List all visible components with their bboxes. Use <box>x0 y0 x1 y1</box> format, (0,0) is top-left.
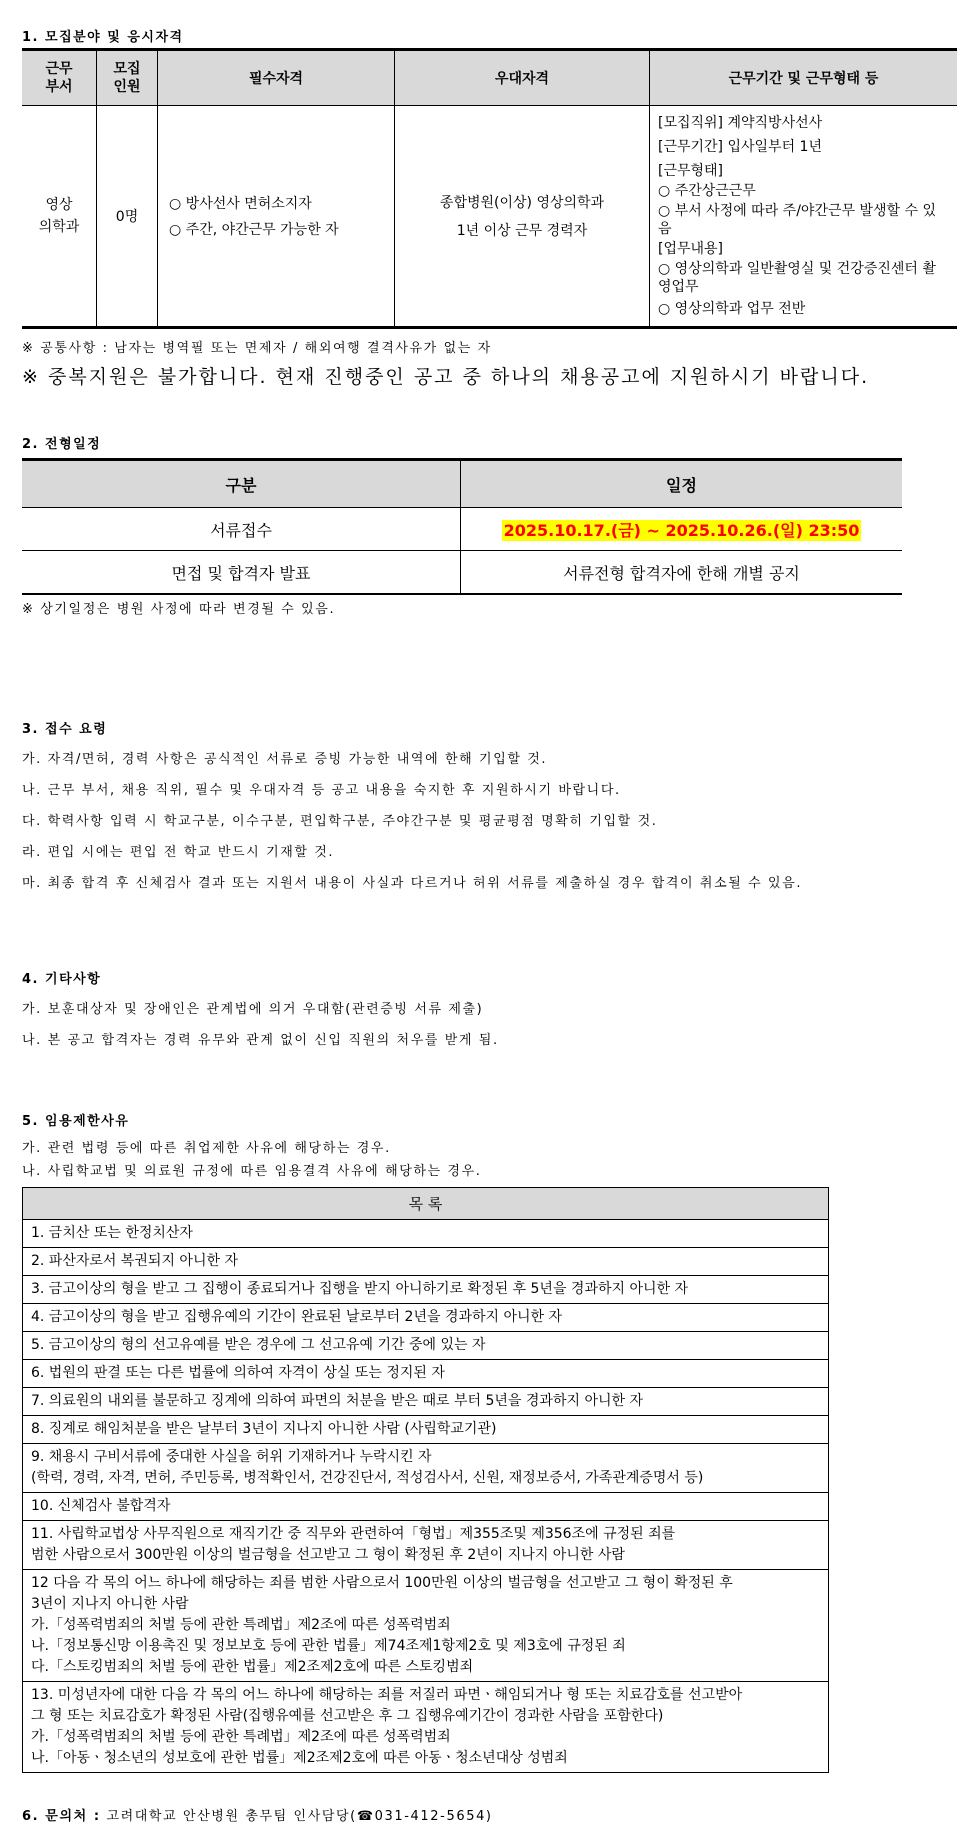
list-row: 2. 파산자로서 복권되지 아니한 자 <box>23 1248 829 1276</box>
list-row: 13. 미성년자에 대한 다음 각 목의 어느 하나에 해당하는 죄를 저질러 파면ㆍ해임되거나 형 또는 치료감호를 선고받아 그 형 또는 치료감호가 확정된 사람(집행유예를 선고받은 후 그 집행유예기간이 경과한 사람을 포함한다) 가.「성폭력범죄의 처벌 등에 관한 특례법」제2조에 따른 성폭력범죄 나.「아동ㆍ청소년의 성보호에 관한 법률」제2조제2호에 따른 아동ㆍ청소년대상 성범죄 <box>23 1682 829 1773</box>
header-dept: 근무 부서 <box>22 50 97 106</box>
header-preferred: 우대자격 <box>395 50 650 106</box>
contact-line <box>22 1805 493 1824</box>
section5-heading: 5. 임용제한사유 <box>22 1114 130 1129</box>
section5-item: 나. 사립학교법 및 의료원 규정에 따른 임용결격 사유에 해당하는 경우. <box>22 1164 482 1179</box>
list-row: 8. 징계로 해임처분을 받은 날부터 3년이 지나지 아니한 사람 (사립학교기관) <box>23 1416 829 1444</box>
section3-heading: 3. 접수 요령 <box>22 722 108 737</box>
schedule-note: ※ 상기일정은 병원 사정에 따라 변경될 수 있음. <box>22 602 336 617</box>
schedule-table <box>22 458 902 595</box>
header-count: 모집 인원 <box>97 50 158 106</box>
list-row: 5. 금고이상의 형의 선고유예를 받은 경우에 그 선고유예 기간 중에 있는 자 <box>23 1332 829 1360</box>
work-position: [모집직위] 계약직방사선사 <box>658 115 823 131</box>
cell-required <box>158 106 395 328</box>
section2-heading: 2. 전형일정 <box>22 437 102 452</box>
disqualification-table <box>22 1187 829 1773</box>
schedule-row-category: 서류접수 <box>22 508 461 551</box>
list-row: 6. 법원의 판결 또는 다른 법률에 의하여 자격이 상실 또는 정지된 자 <box>23 1360 829 1388</box>
work-duty-1: ○ 영상의학과 일반촬영실 및 건강증진센터 촬영업무 <box>658 261 936 295</box>
section5-item: 가. 관련 법령 등에 따른 취업제한 사유에 해당하는 경우. <box>22 1141 391 1156</box>
list-row: 9. 채용시 구비서류에 중대한 사실을 허위 기재하거나 누락시킨 자 (학력, 경력, 자격, 면허, 주민등록, 병적확인서, 건강진단서, 적성검사서, 신원, 재정보증서, 가족관계증명서 등) <box>23 1444 829 1493</box>
cell-preferred <box>395 106 650 328</box>
work-type-label: [근무형태] <box>658 163 724 179</box>
header-category: 구분 <box>22 460 461 508</box>
work-duty-2: ○ 영상의학과 업무 전반 <box>658 301 806 317</box>
section3-item: 다. 학력사항 입력 시 학교구분, 이수구분, 편입학구분, 주야간구분 및 평균평점 명확히 기입할 것. <box>22 814 658 829</box>
section3-item: 가. 자격/면허, 경력 사항은 공식적인 서류로 증빙 가능한 내역에 한해 기입할 것. <box>22 752 548 767</box>
work-duty-label: [업무내용] <box>658 241 724 257</box>
list-row: 4. 금고이상의 형을 받고 집행유예의 기간이 완료된 날로부터 2년을 경과하지 아니한 자 <box>23 1304 829 1332</box>
work-type-1: ○ 주간상근근무 <box>658 183 756 199</box>
section1-heading: 1. 모집분야 및 응시자격 <box>22 30 184 45</box>
section4-item: 가. 보훈대상자 및 장애인은 관계법에 의거 우대함(관련증빙 서류 제출) <box>22 1002 484 1017</box>
section4-heading: 4. 기타사항 <box>22 972 102 987</box>
cell-dept: 영상 의학과 <box>22 106 97 328</box>
required-item: ○ 주간, 야간근무 가능한 자 <box>169 222 339 238</box>
preferred-item: 종합병원(이상) 영상의학과 <box>439 195 605 211</box>
list-row: 11. 사립학교법상 사무직원으로 재직기간 중 직무와 관련하여「형법」제355조및 제356조에 규정된 죄를 범한 사람으로서 300만원 이상의 벌금형을 선고받고 그 형이 확정된 후 2년이 지나지 아니한 사람 <box>23 1521 829 1570</box>
recruitment-table <box>22 48 957 329</box>
contact-info: 고려대학교 안산병원 총무팀 인사담당(☎031-412-5654) <box>106 1809 493 1824</box>
preferred-item: 1년 이상 근무 경력자 <box>456 223 588 239</box>
list-row: 12 다음 각 목의 어느 하나에 해당하는 죄를 범한 사람으로서 100만원 이상의 벌금형을 선고받고 그 형이 확정된 후 3년이 지나지 아니한 사람 가.「성폭력범죄의 처벌 등에 관한 특례법」제2조에 따른 성폭력범죄 나.「정보통신망 이용촉진 및 정보보호 등에 관한 법률」제74조제1항제2호 및 제3호에 규정된 죄 다.「스토킹범죄의 처벌 등에 관한 법률」제2조제2호에 따른 스토킹범죄 <box>23 1570 829 1682</box>
highlighted-date: 2025.10.17.(금) ~ 2025.10.26.(일) 23:50 <box>503 520 860 540</box>
schedule-row-category: 면접 및 합격자 발표 <box>22 551 461 595</box>
cell-worktype <box>650 106 958 328</box>
work-type-2: ○ 부서 사정에 따라 주/야간근무 발생할 수 있음 <box>658 203 936 237</box>
section4-item: 나. 본 공고 합격자는 경력 유무와 관계 없이 신입 직원의 처우를 받게 됨. <box>22 1033 499 1048</box>
header-worktype: 근무기간 및 근무형태 등 <box>650 50 958 106</box>
header-schedule: 일정 <box>461 460 903 508</box>
schedule-row-date: 서류전형 합격자에 한해 개별 공지 <box>461 551 903 595</box>
cell-count: 0명 <box>97 106 158 328</box>
section3-item: 나. 근무 부서, 채용 직위, 필수 및 우대자격 등 공고 내용을 숙지한 후 지원하시기 바랍니다. <box>22 783 621 798</box>
header-required: 필수자격 <box>158 50 395 106</box>
schedule-row-date <box>461 508 903 551</box>
duplicate-note: ※ 중복지원은 불가합니다. 현재 진행중인 공고 중 하나의 채용공고에 지원하시기 바랍니다. <box>22 366 870 388</box>
list-header: 목 록 <box>23 1188 829 1220</box>
section3-item: 라. 편입 시에는 편입 전 학교 반드시 기재할 것. <box>22 845 335 860</box>
list-row: 1. 금치산 또는 한정치산자 <box>23 1220 829 1248</box>
common-note: ※ 공통사항 : 남자는 병역필 또는 면제자 / 해외여행 결격사유가 없는 자 <box>22 341 492 356</box>
section6-heading: 6. 문의처 : <box>22 1809 101 1824</box>
list-row: 7. 의료원의 내외를 불문하고 징계에 의하여 파면의 처분을 받은 때로 부터 5년을 경과하지 아니한 자 <box>23 1388 829 1416</box>
section3-item: 마. 최종 합격 후 신체검사 결과 또는 지원서 내용이 사실과 다르거나 허위 서류를 제출하실 경우 합격이 취소될 수 있음. <box>22 876 803 891</box>
work-period: [근무기간] 입사일부터 1년 <box>658 139 822 155</box>
list-row: 3. 금고이상의 형을 받고 그 집행이 종료되거나 집행을 받지 아니하기로 확정된 후 5년을 경과하지 아니한 자 <box>23 1276 829 1304</box>
required-item: ○ 방사선사 면허소지자 <box>169 196 312 212</box>
list-row: 10. 신체검사 불합격자 <box>23 1493 829 1521</box>
